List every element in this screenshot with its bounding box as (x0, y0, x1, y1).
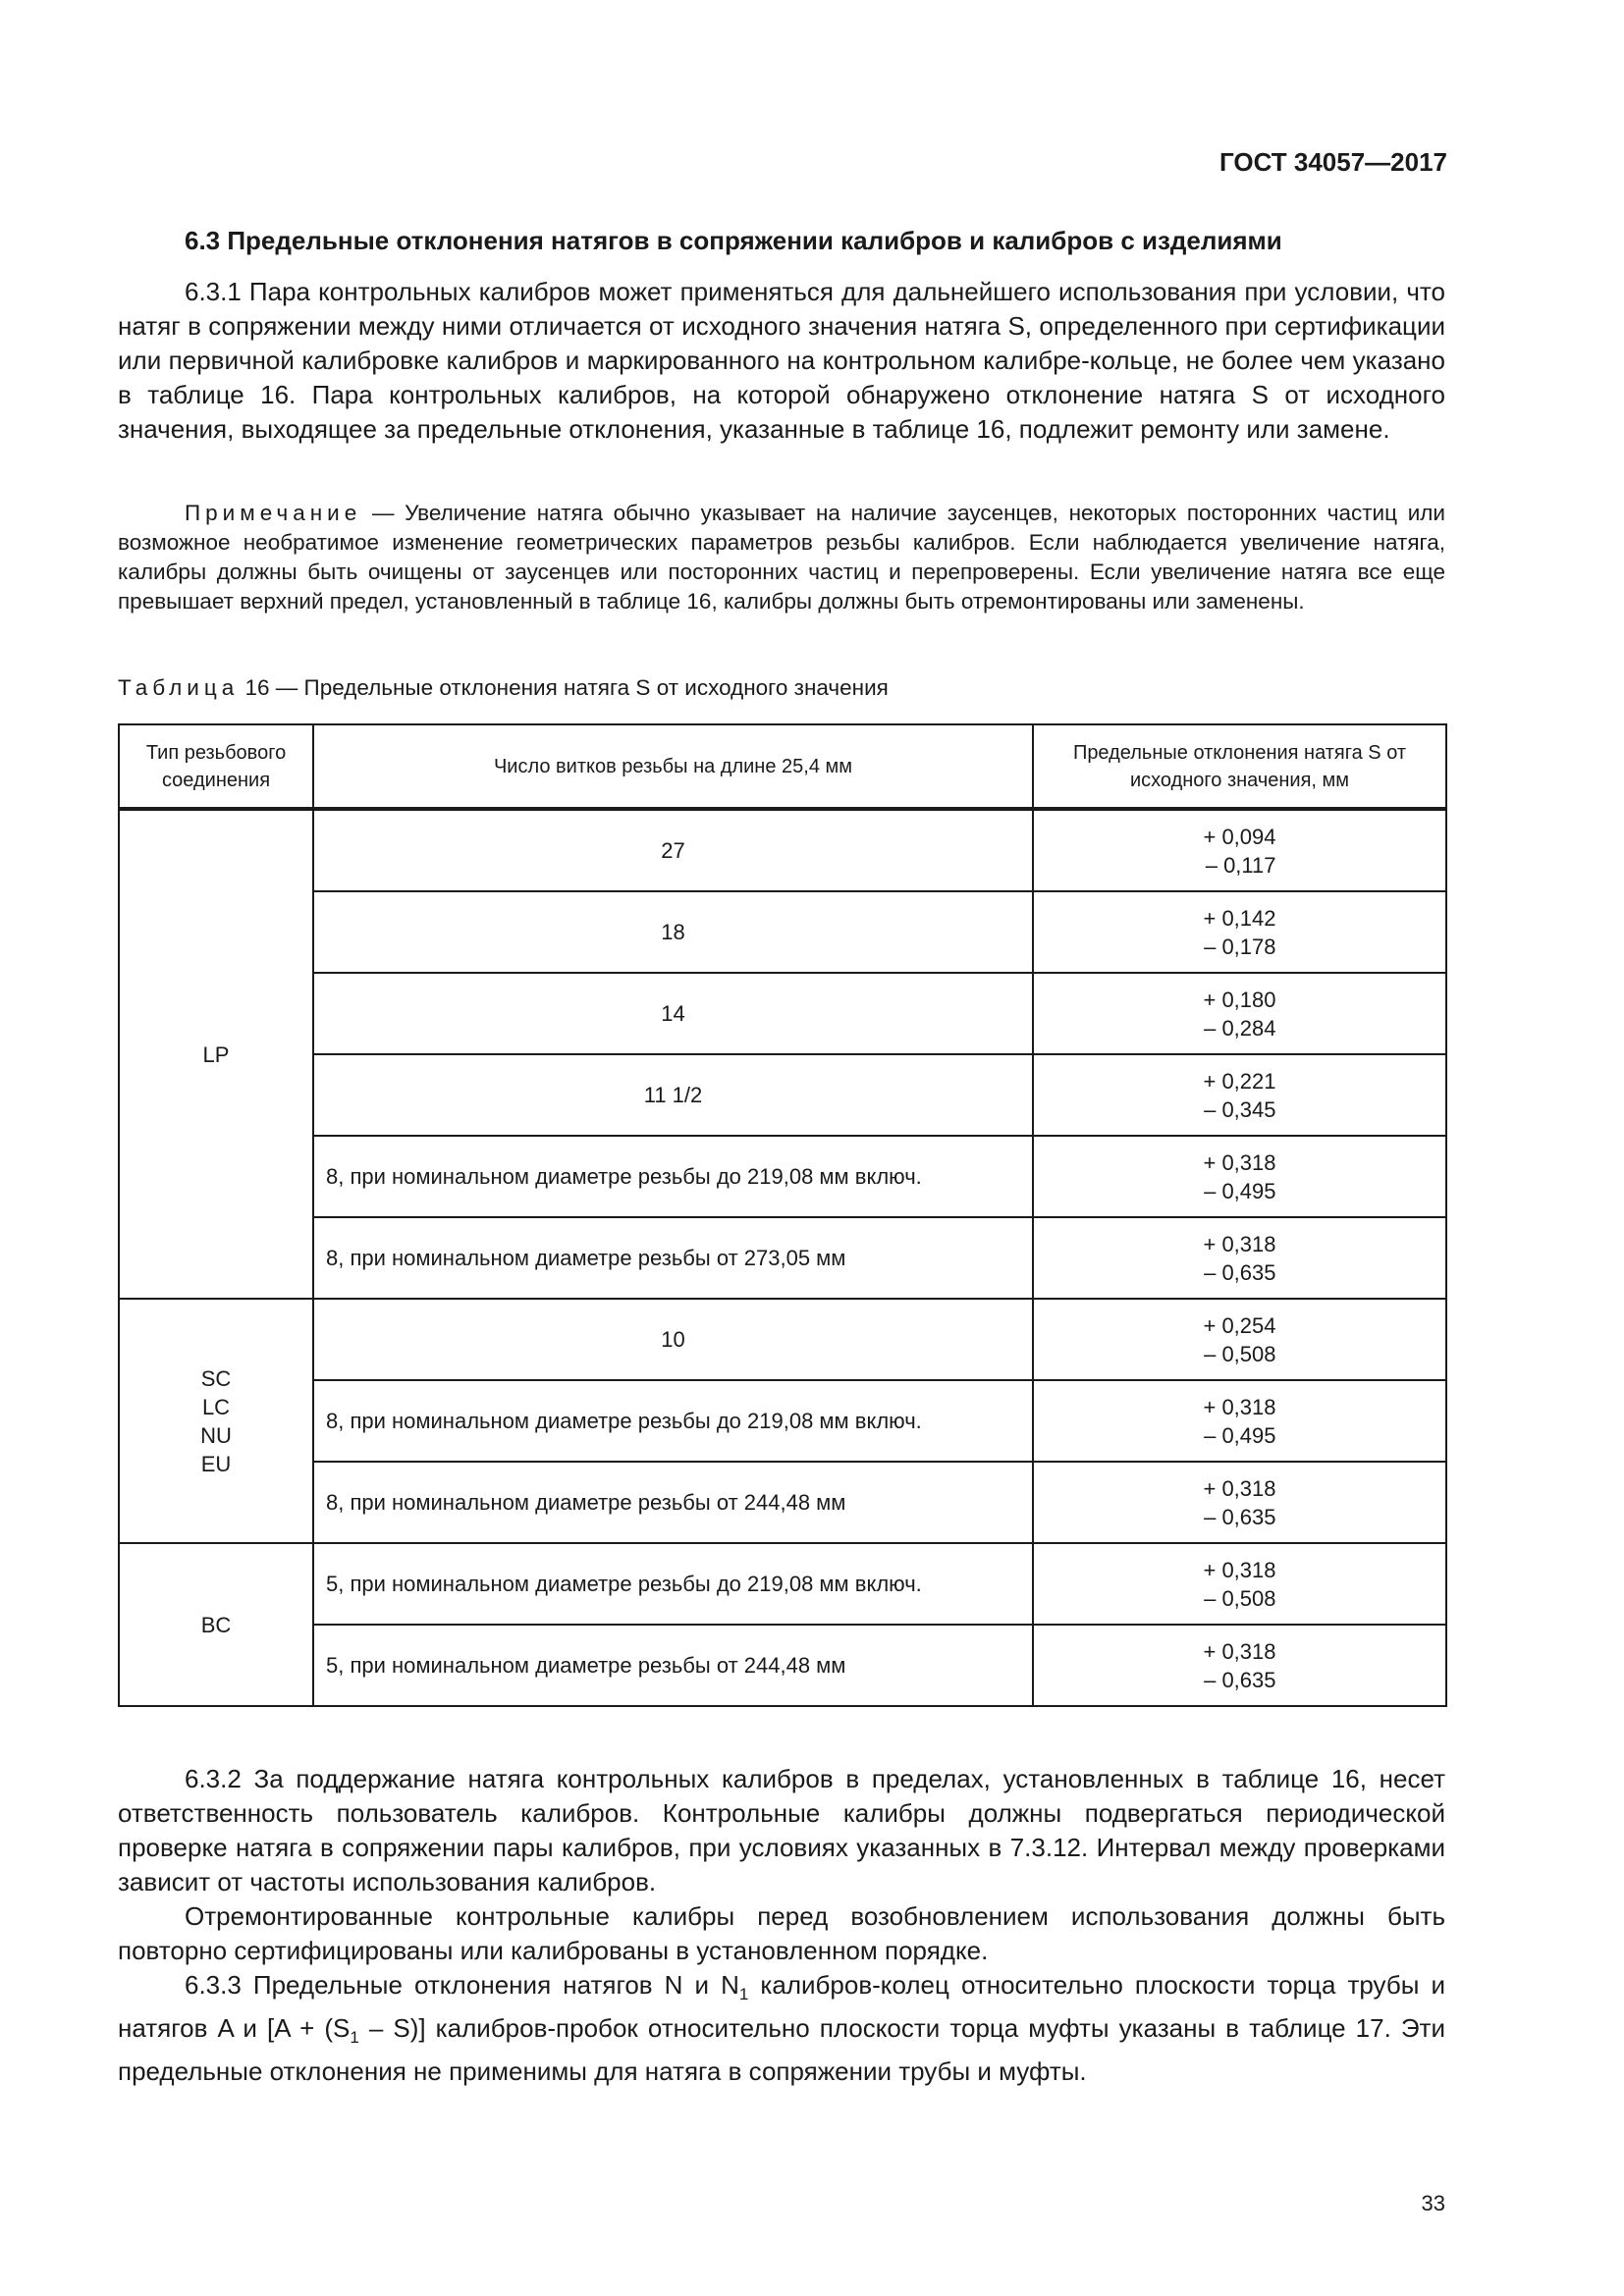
deviation-minus: – 0,495 (1204, 1422, 1276, 1448)
deviation-minus: – 0,635 (1204, 1504, 1276, 1529)
deviation-values (1203, 1067, 1275, 1124)
note (118, 499, 1445, 616)
paragraph-repaired-gauges (118, 1899, 1445, 1968)
deviation-plus: + 0,142 (1203, 905, 1276, 931)
cell-deviation (1033, 1136, 1446, 1217)
deviation-values (1203, 1637, 1275, 1694)
table-row (119, 1299, 1446, 1380)
deviation-table (118, 723, 1447, 1707)
cell-turns: 27 (313, 809, 1033, 891)
table-row (119, 891, 1446, 973)
thread-type-label: NU (200, 1422, 232, 1448)
deviation-values (1203, 986, 1275, 1042)
paragraph-6-3-1 (118, 275, 1445, 447)
header-deviation: Предельные отклонения натяга S от исходного значения, мм (1033, 724, 1446, 809)
table-row (119, 1136, 1446, 1217)
header-type: Тип резьбового соединения (119, 724, 313, 809)
cell-turns: 8, при номинальном диаметре резьбы до 219,08 мм включ. (313, 1136, 1033, 1217)
deviation-values (1203, 1230, 1275, 1287)
deviation-values (1203, 1148, 1275, 1205)
cell-deviation (1033, 809, 1446, 891)
deviation-plus: + 0,318 (1203, 1557, 1276, 1582)
deviation-plus: + 0,318 (1203, 1638, 1276, 1664)
deviation-minus: – 0,117 (1205, 852, 1276, 878)
table-body (119, 809, 1446, 1706)
thread-type-label: LP (202, 1041, 230, 1067)
subscript: 1 (350, 2028, 359, 2048)
cell-turns: 8, при номинальном диаметре резьбы от 244,48 мм (313, 1462, 1033, 1543)
subscript: 1 (738, 1985, 749, 2004)
thread-type-label: EU (200, 1451, 232, 1476)
cell-turns: 18 (313, 891, 1033, 973)
cell-thread-type (119, 809, 313, 1299)
deviation-values (1203, 1393, 1275, 1450)
cell-deviation (1033, 1462, 1446, 1543)
cell-turns: 11 1/2 (313, 1054, 1033, 1136)
page-number: 33 (1421, 2191, 1445, 2216)
deviation-values (1203, 1556, 1275, 1613)
table-row (119, 809, 1446, 891)
table-row (119, 1054, 1446, 1136)
cell-deviation (1033, 1299, 1446, 1380)
deviation-plus: + 0,318 (1203, 1475, 1276, 1501)
table-header-row (119, 724, 1446, 809)
cell-turns: 8, при номинальном диаметре резьбы до 219,08 мм включ. (313, 1380, 1033, 1462)
cell-deviation (1033, 891, 1446, 973)
table-row (119, 1625, 1446, 1706)
deviation-plus: + 0,254 (1203, 1312, 1276, 1338)
note-text: — Увеличение натяга обычно указывает на наличие заусенцев, некоторых посторонних частиц или возможное необратимое изменение геометрических параметров резьбы калибров. Если наблюдается увеличение натяга, калибры должны быть очищены от заусенцев или посторонних частиц и перепроверены. Если увеличение натяга все еще превышает верхний предел, установленный в таблице 16, калибры должны быть отремонтированы или заменены. (118, 501, 1445, 614)
thread-type-label: BC (200, 1612, 232, 1637)
paragraph-text-b: калибров-колец относительно плоскости торца трубы и натягов A и [A + (S (118, 1970, 1445, 2044)
cell-deviation (1033, 973, 1446, 1054)
cell-thread-type (119, 1543, 313, 1706)
cell-turns: 5, при номинальном диаметре резьбы от 244,48 мм (313, 1625, 1033, 1706)
paragraph-text-a: 6.3.3 Предельные отклонения натягов N и N (185, 1970, 739, 2000)
table-row (119, 1462, 1446, 1543)
table-caption-text: 16 — Предельные отклонения натяга S от исходного значения (244, 675, 889, 700)
paragraph-text-c: – S)] калибров-пробок относительно плоскости торца муфты указаны в таблице 17. Эти предельные отклонения не применимы для натяга в сопряжении трубы и муфты. (118, 2013, 1445, 2087)
cell-deviation (1033, 1625, 1446, 1706)
table-row (119, 1543, 1446, 1625)
deviation-minus: – 0,635 (1204, 1259, 1276, 1285)
deviation-values (1203, 1311, 1275, 1368)
deviation-plus: + 0,094 (1203, 824, 1276, 849)
thread-type-label: LC (201, 1394, 231, 1419)
deviation-minus: – 0,495 (1204, 1178, 1276, 1203)
paragraph-6-3-3 (118, 1968, 1445, 2089)
deviation-minus: – 0,508 (1204, 1341, 1276, 1366)
paragraph-text: Отремонтированные контрольные калибры перед возобновлением использования должны быть повторно сертифицированы или калиброваны в установленном порядке. (118, 1901, 1445, 1965)
deviation-minus: – 0,178 (1204, 934, 1276, 959)
deviation-plus: + 0,318 (1203, 1231, 1276, 1256)
deviation-minus: – 0,635 (1204, 1667, 1276, 1692)
cell-thread-type (119, 1299, 313, 1543)
cell-deviation (1033, 1543, 1446, 1625)
deviation-plus: + 0,318 (1203, 1394, 1276, 1419)
table-caption (118, 675, 889, 701)
deviation-values (1203, 904, 1275, 961)
table-row (119, 1380, 1446, 1462)
thread-type-label: SC (200, 1365, 232, 1391)
standard-code: ГОСТ 34057—2017 (1219, 147, 1447, 177)
cell-turns: 5, при номинальном диаметре резьбы до 219,08 мм включ. (313, 1543, 1033, 1625)
deviation-values (1203, 823, 1275, 880)
table-row (119, 1217, 1446, 1299)
paragraph-6-3-2 (118, 1762, 1445, 1899)
header-turns: Число витков резьбы на длине 25,4 мм (313, 724, 1033, 809)
deviation-minus: – 0,345 (1204, 1096, 1276, 1122)
deviation-values (1203, 1474, 1275, 1531)
paragraph-text: 6.3.1 Пара контрольных калибров может применяться для дальнейшего использования при условии, что натяг в сопряжении между ними отличается от исходного значения натяга S, определенного при сертификации или первичной калибровке калибров и маркированного на контрольном калибре-кольце, не более чем указано в таблице 16. Пара контрольных калибров, на которой обнаружено отклонение натяга S от исходного значения, выходящее за предельные отклонения, указанные в таблице 16, подлежит ремонту или замене. (118, 277, 1445, 444)
cell-turns: 10 (313, 1299, 1033, 1380)
note-label: Примечание (185, 501, 362, 525)
cell-turns: 8, при номинальном диаметре резьбы от 273,05 мм (313, 1217, 1033, 1299)
cell-turns: 14 (313, 973, 1033, 1054)
cell-deviation (1033, 1054, 1446, 1136)
deviation-minus: – 0,284 (1204, 1015, 1276, 1041)
cell-deviation (1033, 1380, 1446, 1462)
table-row (119, 973, 1446, 1054)
section-title: 6.3 Предельные отклонения натягов в сопряжении калибров и калибров с изделиями (185, 226, 1282, 255)
cell-deviation (1033, 1217, 1446, 1299)
deviation-plus: + 0,221 (1203, 1068, 1276, 1094)
table-caption-label: Таблица (118, 675, 240, 700)
deviation-plus: + 0,180 (1203, 987, 1276, 1012)
paragraph-text: 6.3.2 За поддержание натяга контрольных калибров в пределах, установленных в таблице 16, несет ответственность пользователь калибров. Контрольные калибры должны подвергаться периодической проверке натяга в сопряжении пары калибров, при условиях указанных в 7.3.12. Интервал между проверками зависит от частоты использования калибров. (118, 1764, 1445, 1896)
deviation-plus: + 0,318 (1203, 1149, 1276, 1175)
deviation-minus: – 0,508 (1204, 1585, 1276, 1611)
